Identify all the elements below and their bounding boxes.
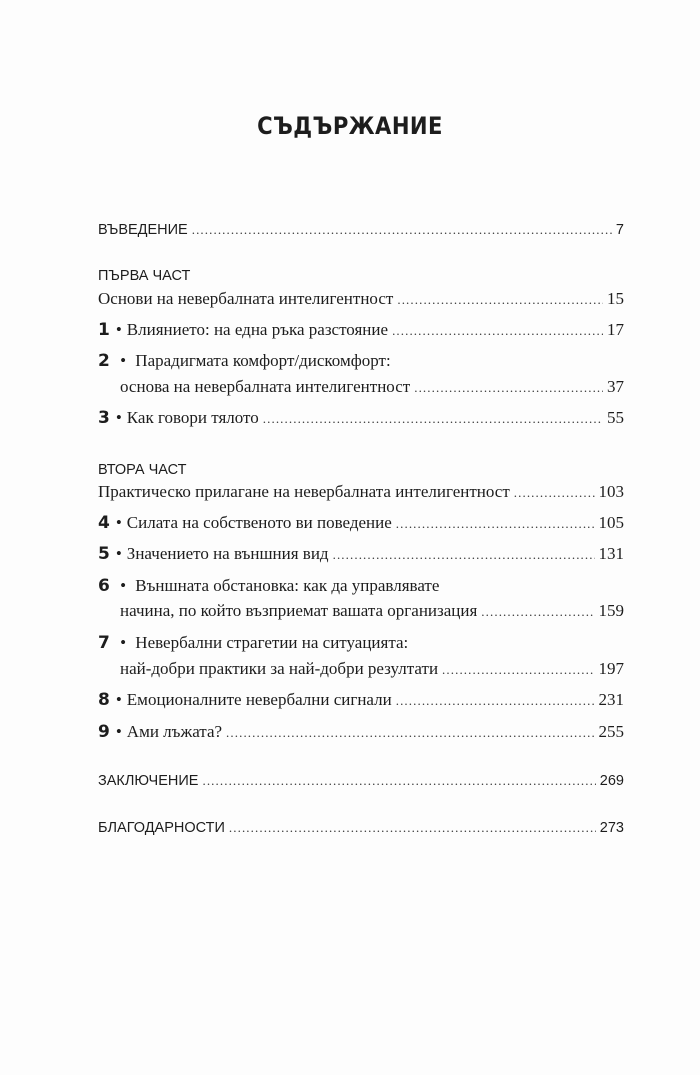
toc-page-number: 255 xyxy=(598,722,624,741)
chapter-number: 3 xyxy=(98,408,110,428)
toc-entry-label: основа на невербалната интелигентност xyxy=(120,377,411,396)
dot-leader xyxy=(396,516,595,532)
dot-leader xyxy=(396,693,595,709)
toc-entry-label: начина, по който възприемат вашата организация xyxy=(120,601,478,620)
dot-leader xyxy=(229,820,596,836)
toc-page-number: 269 xyxy=(599,773,624,789)
bullet: • xyxy=(115,690,122,709)
toc-page-number: 105 xyxy=(598,513,624,532)
chapter-number: 2 xyxy=(98,351,110,371)
bullet: • xyxy=(115,408,122,427)
toc-entry-label: най-добри практики за най-добри резултати xyxy=(120,659,439,678)
bullet: • xyxy=(115,722,122,741)
bullet: • xyxy=(115,513,122,532)
toc-page-number: 7 xyxy=(615,222,624,238)
chapter-number: 5 xyxy=(98,544,110,564)
toc-page-number: 103 xyxy=(598,482,624,501)
toc-page-number: 55 xyxy=(607,408,624,427)
dot-leader xyxy=(263,411,603,427)
toc-entry-label: Външната обстановка: как да управлявате xyxy=(135,576,440,595)
toc-entry-label: Влиянието: на една ръка разстояние xyxy=(126,320,389,339)
toc-page-number: 37 xyxy=(607,377,624,396)
toc-entry-chapter-9[interactable] xyxy=(98,722,624,748)
page-title: СЪДЪРЖАНИЕ xyxy=(257,112,443,140)
dot-leader xyxy=(442,662,594,678)
toc-entry-introduction[interactable] xyxy=(98,222,624,248)
toc-page-number: 131 xyxy=(598,544,624,563)
dot-leader xyxy=(514,485,595,501)
dot-leader xyxy=(333,547,595,563)
bullet: • xyxy=(115,544,122,563)
chapter-number: 9 xyxy=(98,722,110,742)
toc-entry-chapter-8[interactable] xyxy=(98,690,624,716)
toc-entry-chapter-7-continuation[interactable] xyxy=(98,659,624,685)
toc-entry-acknowledgements[interactable] xyxy=(98,820,624,846)
toc-entry-label: Значението на външния вид xyxy=(126,544,329,563)
dot-leader xyxy=(414,380,603,396)
dot-leader xyxy=(397,292,603,308)
toc-entry-chapter-7[interactable] xyxy=(98,633,408,659)
part-label: ПЪРВА ЧАСТ xyxy=(98,268,191,284)
toc-entry-part2-heading[interactable] xyxy=(98,482,624,508)
bullet: • xyxy=(120,576,127,595)
toc-entry-chapter-2-continuation[interactable] xyxy=(98,377,624,403)
toc-entry-chapter-2[interactable] xyxy=(98,351,391,377)
dot-leader xyxy=(392,323,603,339)
chapter-number: 7 xyxy=(98,633,110,653)
toc-entry-conclusion[interactable] xyxy=(98,773,624,799)
toc-page-number: 159 xyxy=(598,601,624,620)
toc-entry-chapter-4[interactable] xyxy=(98,513,624,539)
toc-entry-part1-heading[interactable] xyxy=(98,289,624,315)
toc-entry-label: ВЪВЕДЕНИЕ xyxy=(98,222,188,238)
dot-leader xyxy=(202,773,595,789)
bullet: • xyxy=(120,351,127,370)
toc-entry-label: Силата на собственото ви поведение xyxy=(126,513,392,532)
toc-page-number: 15 xyxy=(607,289,624,308)
toc-page-number: 231 xyxy=(598,690,624,709)
toc-entry-label: Парадигмата комфорт/дискомфорт: xyxy=(135,351,391,370)
chapter-number: 8 xyxy=(98,690,110,710)
dot-leader xyxy=(226,725,594,741)
part-label: ВТОРА ЧАСТ xyxy=(98,462,187,478)
dot-leader xyxy=(481,604,594,620)
toc-entry-label: Ами лъжата? xyxy=(126,722,223,741)
bullet: • xyxy=(115,320,122,339)
toc-entry-chapter-1[interactable] xyxy=(98,320,624,346)
toc-page-number: 17 xyxy=(607,320,624,339)
toc-entry-label: Практическо прилагане на невербалната интелигентност xyxy=(98,482,510,501)
chapter-number: 4 xyxy=(98,513,110,533)
toc-entry-label: ЗАКЛЮЧЕНИЕ xyxy=(98,773,199,789)
toc-entry-label: Как говори тялото xyxy=(126,408,259,427)
dot-leader xyxy=(192,222,612,238)
chapter-number: 6 xyxy=(98,576,110,596)
toc-page-number: 273 xyxy=(599,820,624,836)
toc-entry-label: Невербални страгетии на ситуацията: xyxy=(135,633,409,652)
toc-entry-chapter-6-continuation[interactable] xyxy=(98,601,624,627)
bullet: • xyxy=(120,633,127,652)
chapter-number: 1 xyxy=(98,320,110,340)
toc-entry-label: Основи на невербалната интелигентност xyxy=(98,289,394,308)
toc-page-number: 197 xyxy=(598,659,624,678)
toc-entry-chapter-3[interactable] xyxy=(98,408,624,434)
toc-entry-label: БЛАГОДАРНОСТИ xyxy=(98,820,225,836)
toc-entry-chapter-5[interactable] xyxy=(98,544,624,570)
toc-entry-chapter-6[interactable] xyxy=(98,576,439,602)
toc-entry-label: Емоционалните невербални сигнали xyxy=(126,690,392,709)
